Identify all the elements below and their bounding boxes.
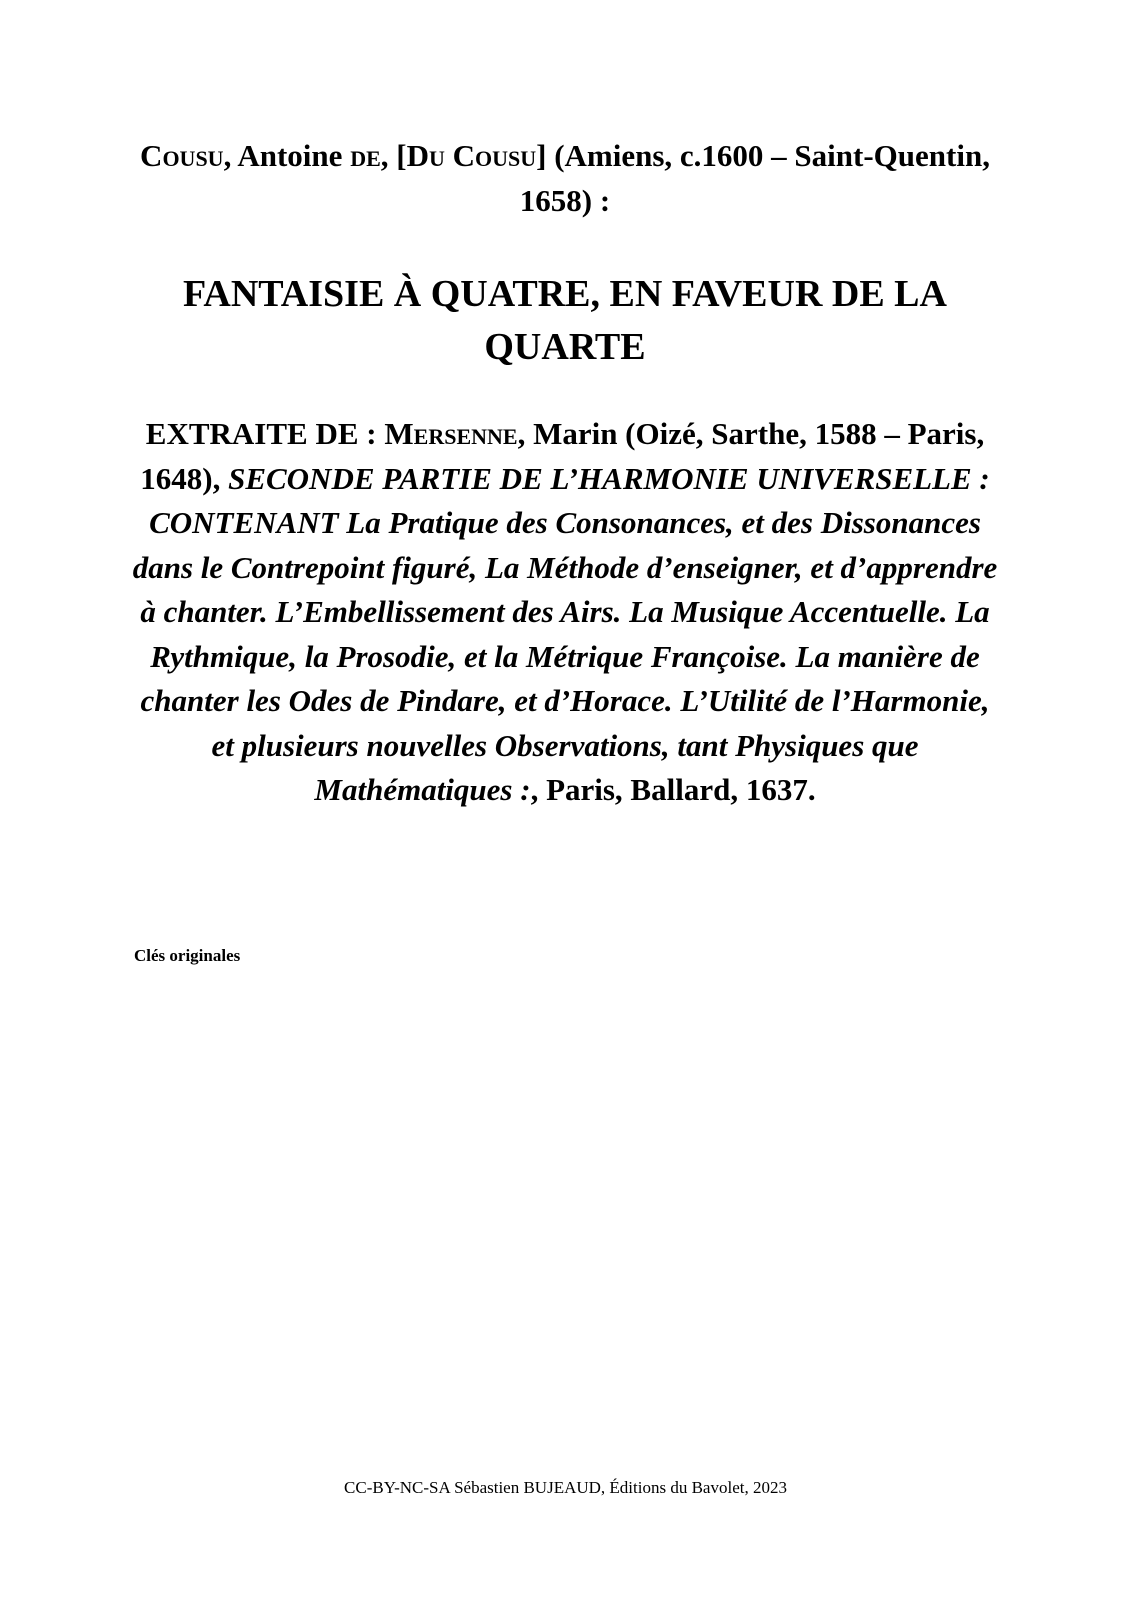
source-imprint: , Paris, Ballard, 1637.	[530, 772, 816, 807]
composer-alias: [Du Cousu]	[396, 138, 547, 173]
source-lead: EXTRAITE DE :	[145, 416, 385, 451]
source-work-description: La Pratique des Consonances, et des Dissonances dans le Contrepoint figuré, La Méthode d’enseigner, et d’apprendre à chanter. L’Embellissement des Airs. La Musique Accentuelle. La Rythmique, la Prosodie, et la Métrique Françoise. La manière de chanter les Odes de Pindare, et d’Horace. L’Utilité de l’Harmonie, et plusieurs nouvelles Observations, tant Physiques que Mathématiques :	[132, 505, 998, 807]
source-citation	[132, 412, 998, 813]
source-work-title: SECONDE PARTIE DE L’HARMONIE UNIVERSELLE : CONTENANT	[149, 460, 990, 540]
keys-label: Clés originales	[134, 946, 241, 965]
work-title: FANTAISIE À QUATRE, EN FAVEUR DE LA QUARTE	[183, 273, 947, 368]
composer-surname: Cousu	[140, 138, 224, 173]
license-footer: CC-BY-NC-SA Sébastien BUJEAUD, Éditions du Bavolet, 2023	[344, 1478, 787, 1497]
composer-dates: (Amiens, c.1600 – Saint-Quentin, 1658) :	[519, 138, 990, 218]
composer-given-name: Antoine	[237, 138, 343, 173]
composer-particle: de	[350, 138, 381, 173]
composer-heading: Cousu, Antoine de, [Du Cousu] (Amiens, c.1600 – Saint-Quentin, 1658) :	[140, 138, 990, 218]
source-author-details: , Marin (Oizé, Sarthe, 1588 – Paris, 1648),	[140, 416, 985, 496]
source-author: Mersenne	[384, 416, 518, 451]
